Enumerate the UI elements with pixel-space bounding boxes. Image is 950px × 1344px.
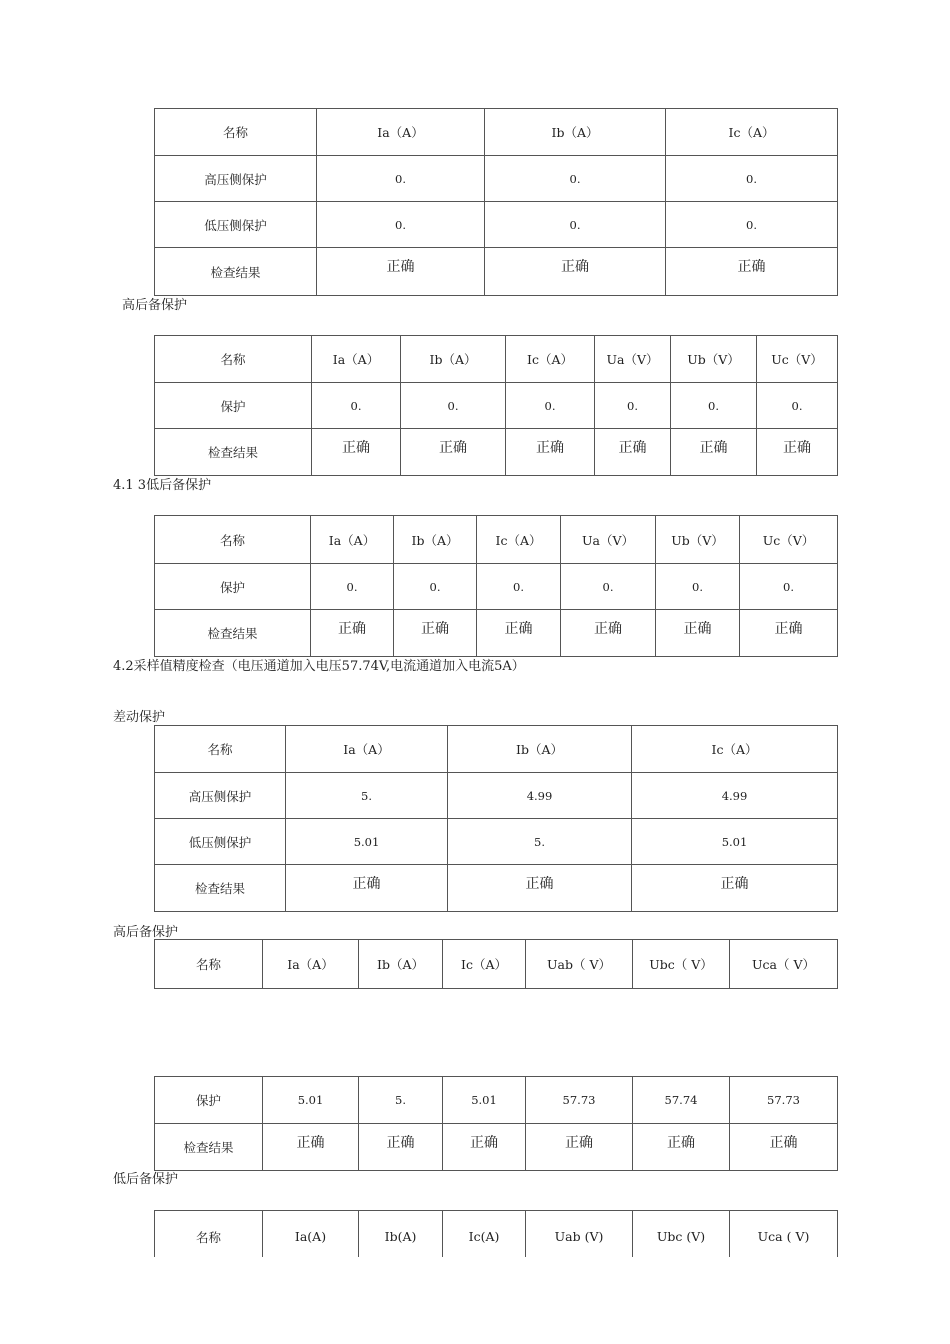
header-cell: Uc（V）: [740, 516, 838, 564]
caption-low-backup: 低后备保护: [113, 1172, 179, 1187]
header-cell: Ic（A）: [632, 726, 838, 773]
table-clip: [154, 1210, 838, 1257]
value-cell: 0.: [311, 564, 394, 610]
result-cell: 正确: [394, 610, 477, 657]
result-cell: 正确: [477, 610, 561, 657]
header-cell: Ic(A): [443, 1211, 526, 1258]
row-label: 低压侧保护: [155, 202, 317, 248]
table-channel-zero-check-low-backup: [154, 515, 838, 657]
header-cell: 名称: [155, 940, 263, 989]
header-cell: Ib（A）: [485, 109, 666, 156]
caption-low-backup: 4.1 3低后备保护: [113, 478, 212, 493]
value-cell: 0.: [757, 383, 838, 429]
table-header-row: [155, 726, 838, 773]
row-label: 检查结果: [155, 1124, 263, 1171]
header-cell: Ia（A）: [317, 109, 485, 156]
table-header-row: [155, 940, 838, 989]
header-cell: Ubc (V): [633, 1211, 730, 1258]
table-row: [155, 156, 838, 202]
header-cell: Ib（A）: [359, 940, 443, 989]
value-cell: 0.: [485, 202, 666, 248]
header-cell: Ua（V）: [595, 336, 671, 383]
header-cell: Uab（ V）: [526, 940, 633, 989]
result-cell: 正确: [359, 1124, 443, 1171]
header-cell: Ic（A）: [506, 336, 595, 383]
table-row: [155, 865, 838, 912]
value-cell: 0.: [401, 383, 506, 429]
header-cell: Ia(A): [263, 1211, 359, 1258]
table-row: [155, 248, 838, 296]
value-cell: 5.: [359, 1077, 443, 1124]
value-cell: 0.: [666, 202, 838, 248]
result-cell: 正确: [561, 610, 656, 657]
table-row: [155, 1077, 838, 1124]
header-cell: Uc（V）: [757, 336, 838, 383]
caption-high-backup: 高后备保护: [113, 925, 179, 940]
result-cell: 正确: [671, 429, 757, 476]
caption-differential-protection: 差动保护: [113, 710, 166, 725]
row-label: 检查结果: [155, 610, 311, 657]
value-cell: 0.: [477, 564, 561, 610]
value-cell: 0.: [506, 383, 595, 429]
header-cell: Ia（A）: [311, 516, 394, 564]
table-row: [155, 610, 838, 657]
result-cell: 正确: [443, 1124, 526, 1171]
result-cell: 正确: [311, 610, 394, 657]
value-cell: 0.: [317, 156, 485, 202]
row-label: 保护: [155, 1077, 263, 1124]
value-cell: 5.01: [443, 1077, 526, 1124]
header-cell: Uca ( V): [730, 1211, 838, 1258]
value-cell: 0.: [656, 564, 740, 610]
result-cell: 正确: [656, 610, 740, 657]
header-cell: Ua（V）: [561, 516, 656, 564]
table-header-row: [155, 336, 838, 383]
value-cell: 5.: [286, 773, 448, 819]
header-cell: Ic（A）: [666, 109, 838, 156]
table-sampling-accuracy-low-backup-header: [154, 1210, 838, 1257]
table-row: [155, 383, 838, 429]
result-cell: 正确: [401, 429, 506, 476]
table-sampling-accuracy-high-backup-body: [154, 1076, 838, 1171]
row-label: 保护: [155, 564, 311, 610]
result-cell: 正确: [740, 610, 838, 657]
header-cell: 名称: [155, 1211, 263, 1258]
result-cell: 正确: [286, 865, 448, 912]
header-cell: 名称: [155, 726, 286, 773]
result-cell: 正确: [448, 865, 632, 912]
header-cell: Ia（A）: [263, 940, 359, 989]
value-cell: 5.01: [286, 819, 448, 865]
result-cell: 正确: [633, 1124, 730, 1171]
result-cell: 正确: [317, 248, 485, 296]
result-cell: 正确: [312, 429, 401, 476]
table-sampling-accuracy-diff: [154, 725, 838, 912]
row-label: 检查结果: [155, 865, 286, 912]
row-label: 高压侧保护: [155, 156, 317, 202]
header-cell: Ia（A）: [312, 336, 401, 383]
table-row: [155, 202, 838, 248]
value-cell: 0.: [485, 156, 666, 202]
header-cell: 名称: [155, 109, 317, 156]
header-cell: Ubc（ V）: [633, 940, 730, 989]
value-cell: 0.: [312, 383, 401, 429]
table-row: [155, 564, 838, 610]
table-header-row: [155, 1211, 838, 1258]
value-cell: 57.74: [633, 1077, 730, 1124]
header-cell: Ic（A）: [443, 940, 526, 989]
table-header-row: [155, 109, 838, 156]
value-cell: 0.: [561, 564, 656, 610]
header-cell: Uab (V): [526, 1211, 633, 1258]
value-cell: 4.99: [448, 773, 632, 819]
result-cell: 正确: [632, 865, 838, 912]
header-cell: Ib（A）: [448, 726, 632, 773]
value-cell: 0.: [740, 564, 838, 610]
header-cell: Ia（A）: [286, 726, 448, 773]
value-cell: 57.73: [730, 1077, 838, 1124]
table-row: [155, 1124, 838, 1171]
row-label: 检查结果: [155, 429, 312, 476]
table-row: [155, 819, 838, 865]
value-cell: 0.: [666, 156, 838, 202]
value-cell: 4.99: [632, 773, 838, 819]
value-cell: 0.: [671, 383, 757, 429]
value-cell: 5.01: [263, 1077, 359, 1124]
caption-high-backup: 高后备保护: [122, 298, 188, 313]
row-label: 低压侧保护: [155, 819, 286, 865]
header-cell: Ib（A）: [401, 336, 506, 383]
table-row: [155, 773, 838, 819]
header-cell: 名称: [155, 516, 311, 564]
section-heading-sampling-accuracy: 4.2采样值精度检查（电压通道加入电压57.74V,电流通道加入电流5A）: [113, 659, 525, 674]
table-channel-zero-check-diff: [154, 108, 838, 296]
header-cell: Ub（V）: [671, 336, 757, 383]
result-cell: 正确: [263, 1124, 359, 1171]
value-cell: 0.: [595, 383, 671, 429]
table-header-row: [155, 516, 838, 564]
result-cell: 正确: [506, 429, 595, 476]
header-cell: Uca（ V）: [730, 940, 838, 989]
row-label: 高压侧保护: [155, 773, 286, 819]
result-cell: 正确: [595, 429, 671, 476]
value-cell: 5.: [448, 819, 632, 865]
result-cell: 正确: [757, 429, 838, 476]
header-cell: 名称: [155, 336, 312, 383]
header-cell: Ib（A）: [394, 516, 477, 564]
header-cell: Ub（V）: [656, 516, 740, 564]
table-row: [155, 429, 838, 476]
value-cell: 0.: [394, 564, 477, 610]
value-cell: 0.: [317, 202, 485, 248]
row-label: 保护: [155, 383, 312, 429]
result-cell: 正确: [666, 248, 838, 296]
result-cell: 正确: [730, 1124, 838, 1171]
result-cell: 正确: [526, 1124, 633, 1171]
header-cell: Ib(A): [359, 1211, 443, 1258]
value-cell: 57.73: [526, 1077, 633, 1124]
table-sampling-accuracy-high-backup-header: [154, 939, 838, 989]
value-cell: 5.01: [632, 819, 838, 865]
result-cell: 正确: [485, 248, 666, 296]
row-label: 检查结果: [155, 248, 317, 296]
header-cell: Ic（A）: [477, 516, 561, 564]
table-channel-zero-check-high-backup: [154, 335, 838, 476]
